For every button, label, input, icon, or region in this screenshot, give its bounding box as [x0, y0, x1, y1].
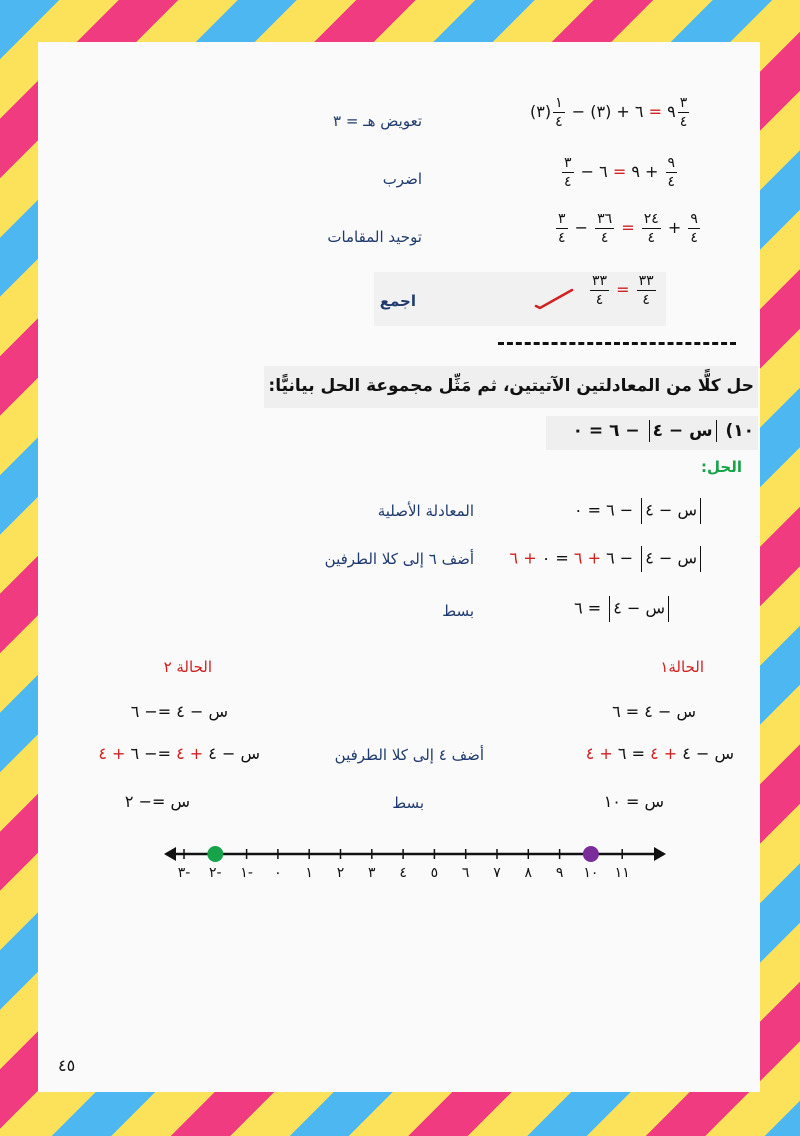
number-line-tick-label: ٨	[524, 865, 533, 881]
case1-l2d: + ٤	[585, 744, 613, 763]
s2-equation	[510, 546, 704, 572]
step1-label: تعويض هـ = ٣	[333, 112, 422, 130]
step3-frac1: $\frac{٩}{٤}$	[690, 211, 698, 246]
number-line-tick-label: ٣-	[177, 865, 191, 881]
number-line-tick-label: ٧	[493, 865, 501, 881]
case1-line3: س = ١٠	[603, 792, 664, 811]
s1-tail: − ٦ = ٠	[573, 500, 634, 520]
number-line-tick-label: ١-	[240, 865, 253, 881]
case1-l2c: = ٦	[617, 744, 646, 763]
step3-frac3: $\frac{٣٦}{٤}$	[597, 211, 613, 246]
s3-tail: = ٦	[574, 598, 602, 618]
problem-number: ١٠)	[725, 421, 754, 441]
step1-frac1: $\frac{٣}{٤}$	[679, 95, 688, 130]
arrow-right-icon	[654, 847, 666, 861]
page-number: ٤٥	[58, 1056, 76, 1075]
step1-m2: (٣)	[530, 102, 552, 121]
step3-minus: −	[574, 218, 589, 237]
step1-m1: (٣)	[590, 102, 612, 121]
step1-equation	[530, 96, 691, 129]
number-line-tick-label: ١٠	[583, 865, 599, 881]
solution-point	[583, 846, 599, 862]
instruction-text: حل كلًّا من المعادلتين الآتيتين، ثم مَثِّل مجموعة الحل بيانيًّا:	[268, 376, 754, 396]
step4-frac2: $\frac{٣٣}{٤}$	[592, 273, 608, 308]
s3-equation	[574, 596, 672, 622]
s2-label: أضف ٦ إلى كلا الطرفين	[324, 550, 474, 568]
step2-equation	[560, 156, 679, 189]
s2-expr: س − ٤	[645, 548, 697, 568]
case1-l2a: س − ٤	[682, 744, 734, 763]
step3-eq: =	[621, 218, 635, 237]
case1-l2b: + ٤	[650, 744, 678, 763]
step4-label: اجمع	[379, 292, 416, 310]
step4-frac1: $\frac{٣٣}{٤}$	[638, 273, 654, 308]
case1-line1: س − ٤ = ٦	[612, 702, 696, 721]
number-line-tick-label: ٦	[461, 865, 470, 881]
number-line	[160, 838, 670, 882]
number-line-tick-label: ٢-	[209, 865, 222, 881]
s1-label: المعادلة الأصلية	[377, 502, 474, 520]
s2-a: − ٦	[606, 548, 634, 568]
step4-eq: =	[616, 280, 630, 299]
number-line-tick-label: ٢	[336, 865, 345, 881]
number-line-tick-label: ٤	[399, 865, 407, 881]
check-mark-icon	[528, 284, 578, 314]
case1-title: الحالة١	[660, 658, 704, 676]
step1-minus: −	[571, 102, 586, 121]
step1-plus: +	[616, 102, 630, 121]
step2-nine: ٩	[631, 162, 640, 181]
problem-expr: س − ٤	[652, 421, 713, 441]
case2-title: الحالة ٢	[163, 658, 212, 676]
case2-l2d: + ٤	[98, 744, 126, 763]
number-line-tick-label: ١	[305, 865, 313, 881]
case2-line2	[98, 744, 260, 763]
case2-line1: س − ٤ =− ٦	[130, 702, 228, 721]
s3-label: بسط	[442, 602, 474, 620]
step3-label: توحيد المقامات	[327, 228, 422, 246]
step1-six: ٦	[634, 102, 644, 121]
step2-eq: =	[612, 162, 627, 181]
s3-expr: س − ٤	[613, 598, 665, 618]
step1-eq: =	[648, 102, 662, 121]
s2-c: = ٠	[541, 548, 569, 568]
number-line-tick-label: ٠	[274, 865, 282, 881]
number-line-tick-label: ١١	[614, 865, 630, 881]
step2-frac1: $\frac{٩}{٤}$	[667, 155, 676, 190]
mid-add-label: أضف ٤ إلى كلا الطرفين	[334, 746, 484, 764]
dashed-divider	[498, 342, 736, 345]
s2-d: + ٦	[509, 548, 537, 568]
arrow-left-icon	[164, 847, 176, 861]
case2-line3: س =− ٢	[124, 792, 190, 811]
step3-frac2: $\frac{٢٤}{٤}$	[643, 211, 659, 246]
number-line-tick-label: ٣	[368, 865, 376, 881]
problem-line	[573, 420, 754, 442]
number-line-tick-label: ٥	[430, 865, 439, 881]
step2-six: ٦	[599, 162, 608, 181]
number-line-tick-label: ٩	[555, 865, 564, 881]
step2-plus: +	[645, 162, 659, 181]
step3-plus: +	[667, 218, 682, 237]
problem-tail: − ٦ = ٠	[572, 421, 640, 441]
mid-simplify-label: بسط	[392, 794, 424, 812]
step1-frac2: $\frac{١}{٤}$	[555, 95, 563, 130]
step2-minus: −	[580, 162, 595, 181]
case2-l2c: =− ٦	[130, 744, 172, 763]
case2-l2a: س − ٤	[208, 744, 260, 763]
solution-label: الحل:	[701, 458, 742, 476]
s2-b: + ٦	[573, 548, 602, 568]
solution-point	[207, 846, 223, 862]
step2-label: اضرب	[382, 170, 422, 188]
s1-expr: س − ٤	[645, 500, 697, 520]
step3-frac4: $\frac{٣}{٤}$	[558, 211, 566, 246]
case1-line2	[586, 744, 734, 763]
step3-equation	[554, 212, 702, 245]
step1-nine: ٩	[667, 102, 676, 121]
step4-equation	[588, 274, 658, 307]
case2-l2b: + ٤	[176, 744, 204, 763]
step2-frac2: $\frac{٣}{٤}$	[564, 155, 572, 190]
s1-equation	[574, 498, 704, 524]
